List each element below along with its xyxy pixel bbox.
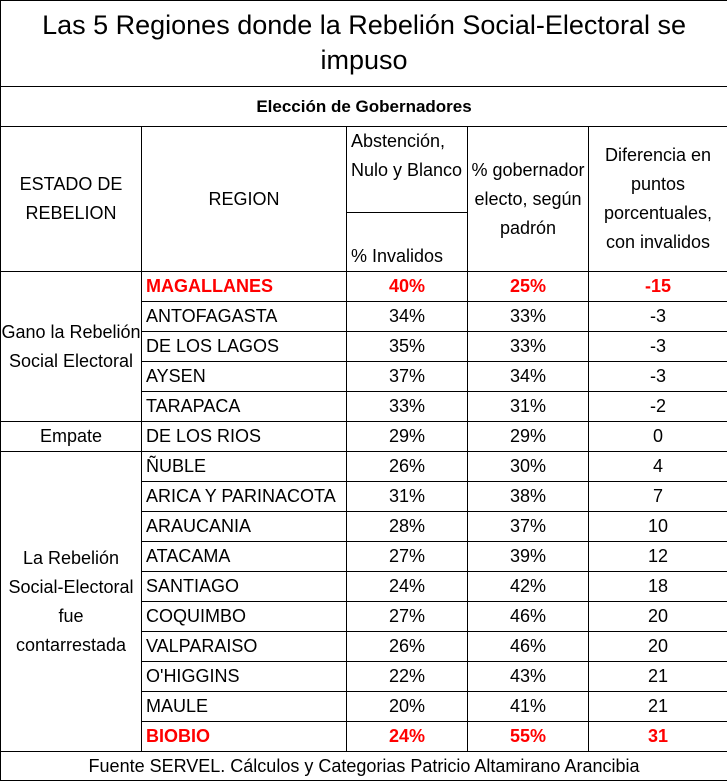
region-cell: O'HIGGINS [142,662,347,692]
gobernador-cell: 30% [468,452,589,482]
source-footer: Fuente SERVEL. Cálculos y Categorias Patricio Altamirano Arancibia [1,752,727,781]
page-title: Las 5 Regiones donde la Rebelión Social-Electoral se impuso [1,1,727,87]
region-cell: ARAUCANIA [142,512,347,542]
gobernador-cell: 25% [468,272,589,302]
diferencia-cell: -3 [589,362,727,392]
region-cell: ANTOFAGASTA [142,302,347,332]
diferencia-cell: -15 [589,272,727,302]
invalidos-cell: 22% [347,662,468,692]
diferencia-cell: 31 [589,722,727,752]
gobernador-cell: 55% [468,722,589,752]
diferencia-cell: 20 [589,632,727,662]
invalidos-cell: 29% [347,422,468,452]
gobernador-cell: 33% [468,302,589,332]
region-cell: VALPARAISO [142,632,347,662]
region-cell: ARICA Y PARINACOTA [142,482,347,512]
gobernador-cell: 39% [468,542,589,572]
subtitle-row [1,87,727,127]
diferencia-cell: -3 [589,302,727,332]
region-cell: BIOBIO [142,722,347,752]
region-cell: DE LOS RIOS [142,422,347,452]
gobernador-cell: 31% [468,392,589,422]
gobernador-cell: 46% [468,602,589,632]
invalidos-cell: 24% [347,722,468,752]
diferencia-cell: 12 [589,542,727,572]
invalidos-cell: 31% [347,482,468,512]
diferencia-cell: 4 [589,452,727,482]
diferencia-cell: -3 [589,332,727,362]
header-diferencia: Diferencia en puntos porcentuales, con invalidos [589,127,727,272]
gobernador-cell: 38% [468,482,589,512]
invalidos-cell: 26% [347,632,468,662]
header-region: REGION [142,127,347,272]
invalidos-cell: 20% [347,692,468,722]
invalidos-cell: 35% [347,332,468,362]
diferencia-cell: 0 [589,422,727,452]
diferencia-cell: 21 [589,692,727,722]
gobernador-cell: 34% [468,362,589,392]
invalidos-cell: 40% [347,272,468,302]
invalidos-cell: 27% [347,602,468,632]
table-row [1,452,727,482]
header-abstencion: Abstención, Nulo y Blanco [347,127,468,213]
invalidos-cell: 34% [347,302,468,332]
invalidos-cell: 28% [347,512,468,542]
footer-row [1,752,727,781]
header-row [1,127,727,213]
header-gobernador: % gobernador electo, según padrón [468,127,589,272]
diferencia-cell: 7 [589,482,727,512]
table-subtitle: Elección de Gobernadores [1,87,727,127]
region-cell: SANTIAGO [142,572,347,602]
region-cell: MAGALLANES [142,272,347,302]
invalidos-cell: 37% [347,362,468,392]
diferencia-cell: 18 [589,572,727,602]
region-cell: ÑUBLE [142,452,347,482]
gobernador-cell: 33% [468,332,589,362]
invalidos-cell: 26% [347,452,468,482]
gobernador-cell: 46% [468,632,589,662]
header-estado: ESTADO DE REBELION [1,127,142,272]
diferencia-cell: -2 [589,392,727,422]
region-cell: COQUIMBO [142,602,347,632]
invalidos-cell: 33% [347,392,468,422]
group-empate: Empate [1,422,142,452]
diferencia-cell: 20 [589,602,727,632]
region-cell: DE LOS LAGOS [142,332,347,362]
diferencia-cell: 21 [589,662,727,692]
region-cell: ATACAMA [142,542,347,572]
header-invalidos: % Invalidos [347,213,468,272]
region-cell: MAULE [142,692,347,722]
gobernador-cell: 43% [468,662,589,692]
diferencia-cell: 10 [589,512,727,542]
region-cell: TARAPACA [142,392,347,422]
invalidos-cell: 27% [347,542,468,572]
gobernador-cell: 41% [468,692,589,722]
gobernador-cell: 29% [468,422,589,452]
invalidos-cell: 24% [347,572,468,602]
title-row [1,1,727,87]
group-gano: Gano la Rebelión Social Electoral [1,272,142,422]
gobernador-cell: 37% [468,512,589,542]
group-contrarrestada: La Rebelión Social-Electoral fue contarrestada [1,452,142,752]
gobernador-cell: 42% [468,572,589,602]
region-cell: AYSEN [142,362,347,392]
table-row [1,422,727,452]
table-row [1,272,727,302]
